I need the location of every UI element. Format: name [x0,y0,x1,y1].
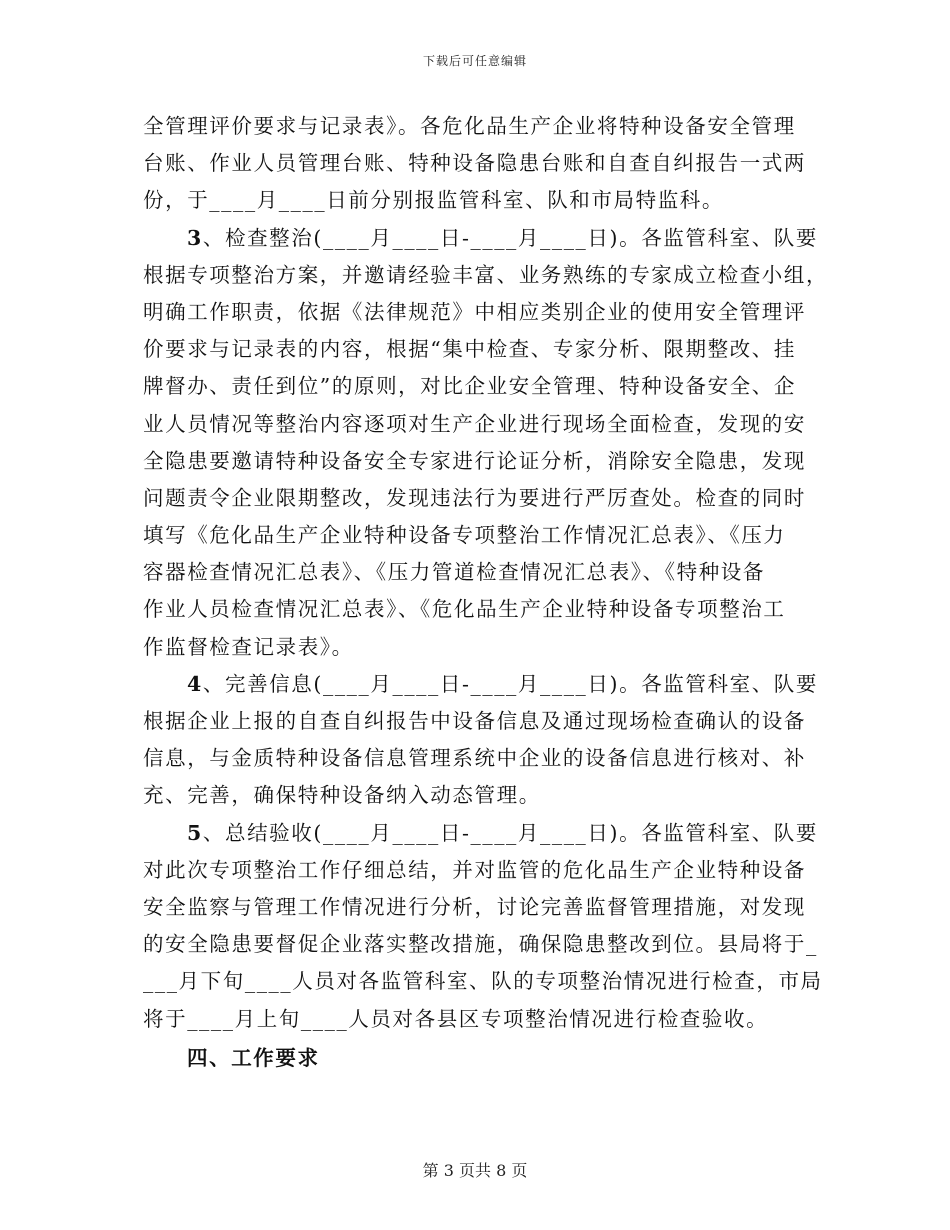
text-line: 容器检查情况汇总表》、《压力管道检查情况汇总表》、《特种设备 [143,560,765,585]
item-text: 、完善信息(____月____日-____月____日)。各监管科室、队要 [202,671,818,696]
text-line: 的安全隐患要督促企业落实整改措施，确保隐患整改到位。县局将于_ [143,932,818,957]
text-line: 根据企业上报的自查自纠报告中设备信息及通过现场检查确认的设备 [143,709,806,733]
text-line: 牌督办、责任到位”的原则，对比企业安全管理、特种设备安全、企 [143,374,796,399]
text-line: 安全监察与管理工作情况进行分析，讨论完善监督管理措施，对发现 [143,894,806,919]
text-line: 将于____月上旬____人员对各县区专项整治情况进行检查验收。 [143,1006,769,1031]
text-line: 份，于____月____日前分别报监管科室、队和市局特监科。 [143,188,724,213]
text-line: 全隐患要邀请特种设备安全专家进行论证分析，消除安全隐患，发现 [143,448,806,473]
text-line: 全管理评价要求与记录表》。各危化品生产企业将特种设备安全管理 [143,114,796,138]
text-line: 业人员情况等整治内容逐项对生产企业进行现场全面检查，发现的安 [143,411,806,436]
text-line: 填写《危化品生产企业特种设备专项整治工作情况汇总表》、《压力 [143,523,786,548]
page-footer: 第 3 页共 8 页 [422,1161,528,1180]
document-body [143,108,829,1077]
item-number: 5 [187,820,203,845]
item-text: 、检查整治(____月____日-____月____日)。各监管科室、队要 [202,225,818,250]
text-line: 对此次专项整治工作仔细总结，并对监管的危化品生产企业特种设备 [143,857,806,882]
text-line: 价要求与记录表的内容，根据“集中检查、专家分析、限期整改、挂 [143,337,796,362]
item-3-first-line [143,220,818,257]
text-line: 根据专项整治方案，并邀请经验丰富、业务熟练的专家成立检查小组， [143,262,829,287]
section-heading: 四、工作要求 [187,1045,320,1070]
text-line: 作业人员检查情况汇总表》、《危化品生产企业特种设备专项整治工 [143,597,786,622]
text-line: 台账、作业人员管理台账、特种设备隐患台账和自查自纠报告一式两 [143,151,806,176]
item-text: 、总结验收(____月____日-____月____日)。各监管科室、队要 [202,820,818,845]
text-line: 充、完善，确保特种设备纳入动态管理。 [143,783,541,808]
text-line: 作监督检查记录表》。 [143,634,354,659]
text-line: 明确工作职责，依据《法律规范》中相应类别企业的使用安全管理评 [143,299,806,324]
item-4-first-line [143,666,818,703]
page-header: 下载后可任意编辑 [422,54,527,68]
item-number: 3 [187,225,203,250]
text-line: 问题责令企业限期整改，发现违法行为要进行严厉查处。检查的同时 [143,485,806,510]
item-number: 4 [187,671,203,696]
text-line: ___月下旬____人员对各监管科室、队的专项整治情况进行检查，市局 [143,969,823,994]
text-line: 信息，与金质特种设备信息管理系统中企业的设备信息进行核对、补 [143,746,806,771]
item-5-first-line [143,815,818,852]
